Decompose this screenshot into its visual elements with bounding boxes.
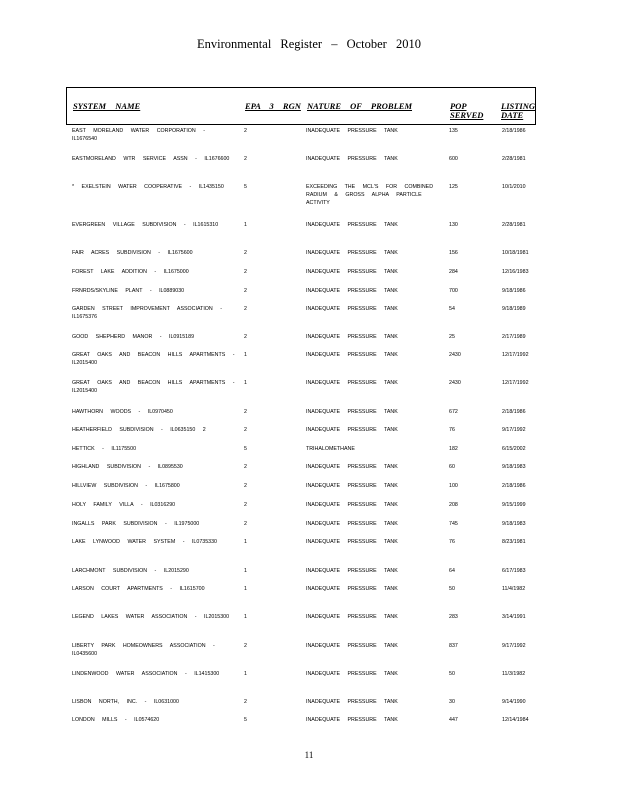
listing-date-cell: 2/18/1986 <box>502 409 526 415</box>
col-epa-region: EPA 3 RGN <box>245 101 301 111</box>
system-name-cell: * EXELSTEIN WATER COOPERATIVE - IL1435150 <box>72 184 224 190</box>
system-name-cell: EAST MORELAND WATER CORPORATION - IL1676540 <box>72 128 205 142</box>
epa-region-cell: 2 <box>244 269 247 275</box>
nature-of-problem-cell: INADEQUATE PRESSURE TANK <box>306 352 398 358</box>
system-name-cell: HEATHERFIELD SUBDIVISION - IL0635150 2 <box>72 427 206 433</box>
col-system-name: SYSTEM NAME <box>73 101 141 111</box>
listing-date-cell: 10/18/1981 <box>502 250 529 256</box>
pop-served-cell: 600 <box>449 156 458 162</box>
epa-region-cell: 1 <box>244 222 247 228</box>
system-name-cell: LAKE LYNWOOD WATER SYSTEM - IL0735330 <box>72 539 217 545</box>
nature-of-problem-cell: INADEQUATE PRESSURE TANK <box>306 334 398 340</box>
system-name-cell: LARCHMONT SUBDIVISION - IL2015290 <box>72 568 189 574</box>
listing-date-cell: 9/17/1992 <box>502 643 526 649</box>
nature-of-problem-cell: INADEQUATE PRESSURE TANK <box>306 614 398 620</box>
listing-date-cell: 3/14/1991 <box>502 614 526 620</box>
epa-region-cell: 1 <box>244 586 247 592</box>
epa-region-cell: 5 <box>244 446 247 452</box>
listing-date-cell: 2/17/1989 <box>502 334 526 340</box>
pop-served-cell: 208 <box>449 502 458 508</box>
pop-served-cell: 447 <box>449 717 458 723</box>
system-name-cell: HILLVIEW SUBDIVISION - IL1675800 <box>72 483 180 489</box>
listing-date-cell: 2/18/1986 <box>502 128 526 134</box>
system-name-cell: GARDEN STREET IMPROVEMENT ASSOCIATION - IL1675376 <box>72 306 222 320</box>
listing-date-cell: 11/3/1982 <box>502 671 526 677</box>
pop-served-cell: 130 <box>449 222 458 228</box>
nature-of-problem-cell: TRIHALOMETHANE <box>306 446 355 452</box>
system-name-cell: EVERGREEN VILLAGE SUBDIVISION - IL1615310 <box>72 222 219 228</box>
listing-date-cell: 9/18/1983 <box>502 521 526 527</box>
nature-of-problem-cell: INADEQUATE PRESSURE TANK <box>306 156 398 162</box>
epa-region-cell: 2 <box>244 128 247 134</box>
nature-of-problem-cell: INADEQUATE PRESSURE TANK <box>306 586 398 592</box>
pop-served-cell: 30 <box>449 699 455 705</box>
system-name-cell: GOOD SHEPHERD MANOR - IL0915189 <box>72 334 195 340</box>
col-pop-served: POP SERVED <box>450 101 484 120</box>
nature-of-problem-cell: INADEQUATE PRESSURE TANK <box>306 306 398 312</box>
listing-date-cell: 12/17/1992 <box>502 352 529 358</box>
listing-date-cell: 2/28/1981 <box>502 156 526 162</box>
system-name-cell: INGALLS PARK SUBDIVISION - IL1975000 <box>72 521 200 527</box>
pop-served-cell: 837 <box>449 643 458 649</box>
nature-of-problem-cell: INADEQUATE PRESSURE TANK <box>306 502 398 508</box>
nature-of-problem-cell: INADEQUATE PRESSURE TANK <box>306 250 398 256</box>
epa-region-cell: 2 <box>244 427 247 433</box>
nature-of-problem-cell: INADEQUATE PRESSURE TANK <box>306 521 398 527</box>
system-name-cell: GREAT OAKS AND BEACON HILLS APARTMENTS - IL2015400 <box>72 380 235 394</box>
system-name-cell: LONDON MILLS - IL0574620 <box>72 717 160 723</box>
system-name-cell: FOREST LAKE ADDITION - IL1675000 <box>72 269 189 275</box>
nature-of-problem-cell: INADEQUATE PRESSURE TANK <box>306 568 398 574</box>
listing-date-cell: 6/15/2002 <box>502 446 526 452</box>
epa-region-cell: 5 <box>244 717 247 723</box>
pop-served-cell: 125 <box>449 184 458 190</box>
page-title: Environmental Register – October 2010 <box>197 37 421 51</box>
nature-of-problem-cell: INADEQUATE PRESSURE TANK <box>306 717 398 723</box>
listing-date-cell: 12/16/1983 <box>502 269 529 275</box>
pop-served-cell: 2430 <box>449 352 461 358</box>
epa-region-cell: 5 <box>244 184 247 190</box>
nature-of-problem-cell: INADEQUATE PRESSURE TANK <box>306 128 398 134</box>
epa-region-cell: 2 <box>244 699 247 705</box>
listing-date-cell: 12/14/1984 <box>502 717 529 723</box>
pop-served-cell: 2430 <box>449 380 461 386</box>
pop-served-cell: 672 <box>449 409 458 415</box>
epa-region-cell: 2 <box>244 250 247 256</box>
epa-region-cell: 2 <box>244 288 247 294</box>
system-name-cell: LEGEND LAKES WATER ASSOCIATION - IL2015300 <box>72 614 230 620</box>
pop-served-cell: 64 <box>449 568 455 574</box>
nature-of-problem-cell: INADEQUATE PRESSURE TANK <box>306 380 398 386</box>
epa-region-cell: 2 <box>244 502 247 508</box>
listing-date-cell: 11/4/1982 <box>502 586 526 592</box>
epa-region-cell: 2 <box>244 521 247 527</box>
system-name-cell: HAWTHORN WOODS - IL0970450 <box>72 409 173 415</box>
listing-date-cell: 9/18/1983 <box>502 464 526 470</box>
pop-served-cell: 60 <box>449 464 455 470</box>
col-nature-of-problem: NATURE OF PROBLEM <box>307 101 413 111</box>
page-number: 11 <box>304 750 314 760</box>
nature-of-problem-cell: INADEQUATE PRESSURE TANK <box>306 483 398 489</box>
listing-date-cell: 8/23/1981 <box>502 539 526 545</box>
epa-region-cell: 1 <box>244 352 247 358</box>
epa-region-cell: 2 <box>244 156 247 162</box>
pop-served-cell: 284 <box>449 269 458 275</box>
epa-region-cell: 1 <box>244 671 247 677</box>
nature-of-problem-cell: INADEQUATE PRESSURE TANK <box>306 222 398 228</box>
epa-region-cell: 2 <box>244 306 247 312</box>
pop-served-cell: 25 <box>449 334 455 340</box>
nature-of-problem-cell: INADEQUATE PRESSURE TANK <box>306 427 398 433</box>
pop-served-cell: 76 <box>449 427 455 433</box>
listing-date-cell: 9/15/1999 <box>502 502 526 508</box>
epa-region-cell: 2 <box>244 464 247 470</box>
epa-region-cell: 2 <box>244 409 247 415</box>
epa-region-cell: 1 <box>244 380 247 386</box>
listing-date-cell: 9/18/1986 <box>502 288 526 294</box>
pop-served-cell: 76 <box>449 539 455 545</box>
listing-date-cell: 6/17/1983 <box>502 568 526 574</box>
pop-served-cell: 745 <box>449 521 458 527</box>
listing-date-cell: 9/18/1989 <box>502 306 526 312</box>
pop-served-cell: 100 <box>449 483 458 489</box>
col-listing-date: LISTING DATE <box>501 101 536 120</box>
nature-of-problem-cell: INADEQUATE PRESSURE TANK <box>306 269 398 275</box>
listing-date-cell: 2/28/1981 <box>502 222 526 228</box>
system-name-cell: HETTICK - IL1175500 <box>72 446 137 452</box>
pop-served-cell: 135 <box>449 128 458 134</box>
epa-region-cell: 2 <box>244 643 247 649</box>
system-name-cell: EASTMORELAND WTR SERVICE ASSN - IL1676600 <box>72 156 230 162</box>
epa-region-cell: 2 <box>244 483 247 489</box>
system-name-cell: LARSON COURT APARTMENTS - IL1615700 <box>72 586 205 592</box>
epa-region-cell: 1 <box>244 614 247 620</box>
system-name-cell: LISBON NORTH, INC. - IL0631000 <box>72 699 179 705</box>
system-name-cell: HOLY FAMILY VILLA - IL0316290 <box>72 502 176 508</box>
nature-of-problem-cell: INADEQUATE PRESSURE TANK <box>306 409 398 415</box>
epa-region-cell: 1 <box>244 539 247 545</box>
system-name-cell: LINDENWOOD WATER ASSOCIATION - IL1415300 <box>72 671 220 677</box>
pop-served-cell: 156 <box>449 250 458 256</box>
system-name-cell: HIGHLAND SUBDIVISION - IL0895530 <box>72 464 183 470</box>
pop-served-cell: 283 <box>449 614 458 620</box>
nature-of-problem-cell: INADEQUATE PRESSURE TANK <box>306 699 398 705</box>
listing-date-cell: 10/1/2010 <box>502 184 526 190</box>
pop-served-cell: 700 <box>449 288 458 294</box>
system-name-cell: GREAT OAKS AND BEACON HILLS APARTMENTS - IL2015400 <box>72 352 235 366</box>
nature-of-problem-cell: INADEQUATE PRESSURE TANK <box>306 464 398 470</box>
pop-served-cell: 182 <box>449 446 458 452</box>
epa-region-cell: 1 <box>244 568 247 574</box>
nature-of-problem-cell: INADEQUATE PRESSURE TANK <box>306 539 398 545</box>
nature-of-problem-cell: EXCEEDING THE MCL'S FOR COMBINED RADIUM & GROSS ALPHA PARTICLE ACTIVITY <box>306 184 434 206</box>
nature-of-problem-cell: INADEQUATE PRESSURE TANK <box>306 288 398 294</box>
epa-region-cell: 2 <box>244 334 247 340</box>
listing-date-cell: 9/17/1992 <box>502 427 526 433</box>
listing-date-cell: 12/17/1992 <box>502 380 529 386</box>
listing-date-cell: 2/18/1986 <box>502 483 526 489</box>
nature-of-problem-cell: INADEQUATE PRESSURE TANK <box>306 643 398 649</box>
system-name-cell: FAIR ACRES SUBDIVISION - IL1675600 <box>72 250 193 256</box>
system-name-cell: FRNRDS/SKYLINE PLANT - IL0889030 <box>72 288 185 294</box>
pop-served-cell: 54 <box>449 306 455 312</box>
pop-served-cell: 50 <box>449 586 455 592</box>
pop-served-cell: 50 <box>449 671 455 677</box>
system-name-cell: LIBERTY PARK HOMEOWNERS ASSOCIATION - IL0435600 <box>72 643 215 657</box>
nature-of-problem-cell: INADEQUATE PRESSURE TANK <box>306 671 398 677</box>
listing-date-cell: 9/14/1990 <box>502 699 526 705</box>
